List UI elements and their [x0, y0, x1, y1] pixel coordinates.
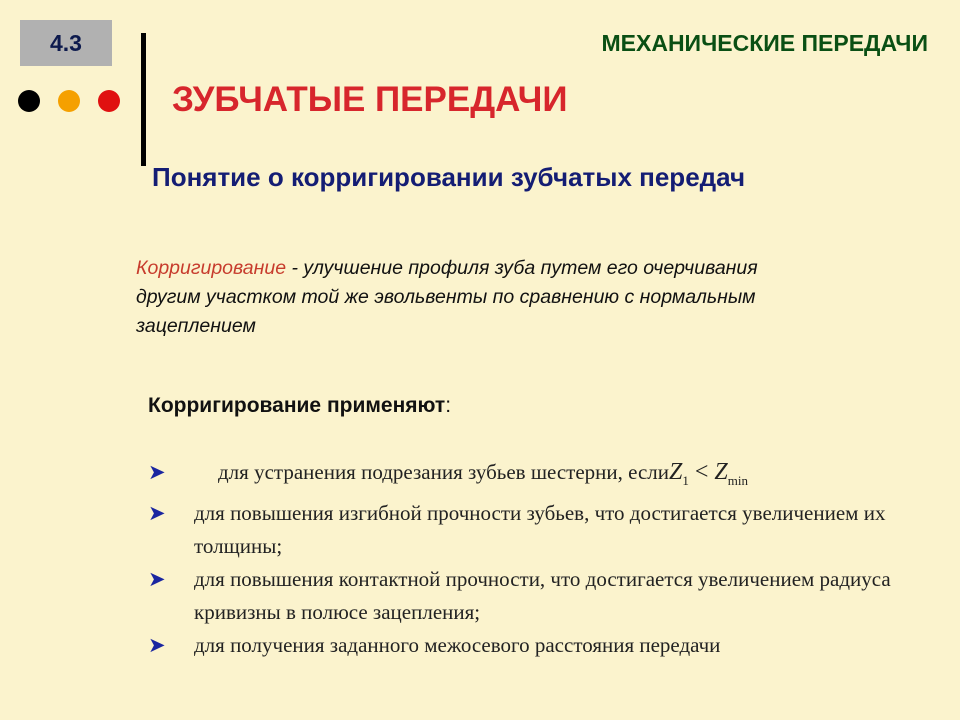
list-item-text: для устранения подрезания зубьев шестерни, если [218, 460, 670, 484]
list-item [148, 497, 928, 563]
page-subtitle: Понятие о корригировании зубчатых передач [152, 162, 746, 192]
page-title: ЗУБЧАТЫЕ ПЕРЕДАЧИ [172, 80, 568, 119]
black-dot-icon [18, 90, 40, 112]
definition-paragraph [136, 254, 816, 341]
section-title: МЕХАНИЧЕСКИЕ ПЕРЕДАЧИ [601, 30, 928, 56]
list-item-text: для повышения контактной прочности, что достигается увеличением радиуса кривизны в полюсе зацепления; [194, 566, 891, 624]
vertical-divider [141, 33, 146, 166]
red-dot-icon [98, 90, 120, 112]
formula-sub: 1 [682, 472, 689, 488]
applied-heading-text: Корригирование применяют [148, 394, 446, 417]
list-item [148, 456, 928, 497]
section-number: 4.3 [50, 29, 82, 56]
definition-text: - улучшение профиля зуба путем его очерчивания другим участком той же эвольвенты по сравнению с нормальным зацеплением [136, 257, 758, 337]
orange-dot-icon [58, 90, 80, 112]
applied-heading-colon: : [445, 394, 452, 417]
applied-list [148, 456, 928, 662]
formula-var: Z [714, 459, 728, 485]
formula-sub: min [727, 472, 749, 488]
formula-var: Z [669, 459, 683, 485]
definition-term: Корригирование [136, 257, 287, 279]
list-item [148, 629, 928, 662]
formula [669, 459, 749, 488]
list-item-text: для получения заданного межосевого расстояния передачи [194, 632, 721, 657]
list-item [148, 563, 928, 629]
section-number-badge [20, 20, 112, 66]
arrow-bullet-icon: ➤ [148, 500, 166, 525]
applied-heading [148, 394, 451, 418]
arrow-bullet-icon: ➤ [148, 460, 166, 484]
formula-operator: < [688, 459, 715, 485]
list-item-text: для повышения изгибной прочности зубьев, что достигается увеличением их толщины; [194, 500, 886, 558]
arrow-bullet-icon: ➤ [148, 632, 166, 657]
arrow-bullet-icon: ➤ [148, 566, 166, 591]
